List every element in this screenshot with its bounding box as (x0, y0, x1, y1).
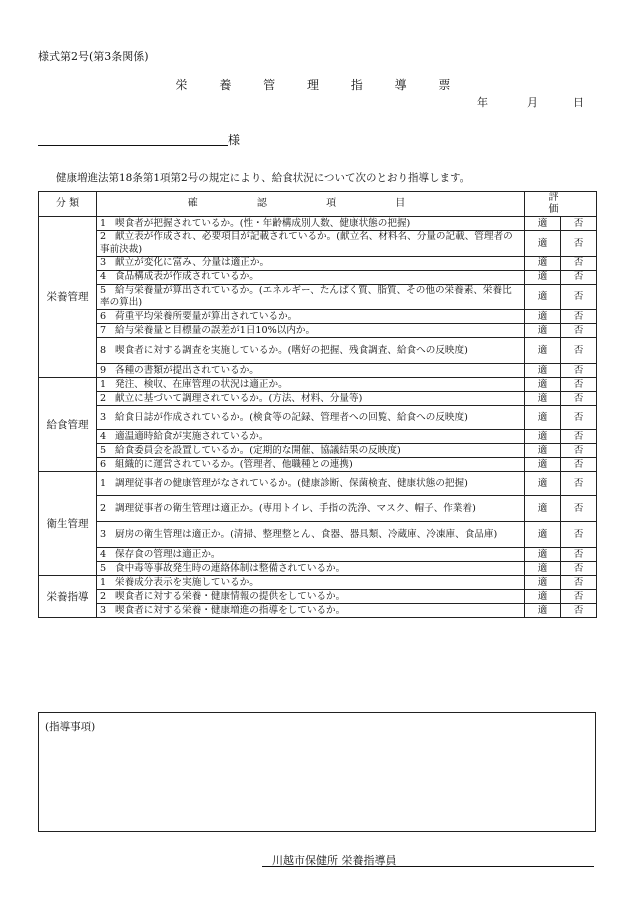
table-header-row (39, 192, 597, 217)
eval-appropriate[interactable]: 適 (525, 378, 561, 392)
eval-appropriate[interactable]: 適 (525, 576, 561, 590)
table-row (39, 310, 597, 324)
check-item (97, 217, 525, 231)
eval-appropriate[interactable]: 適 (525, 364, 561, 378)
item-text: 厨房の衛生管理は適正か。(清掃、整理整とん、食器、器具類、冷蔵庫、冷凍庫、食品庫) (115, 528, 498, 540)
item-text: 喫食者が把握されているか。(性・年齢構成別人数、健康状態の把握) (115, 217, 411, 229)
item-text: 保存食の管理は適正か。 (115, 548, 221, 560)
table-row (39, 604, 597, 618)
eval-inappropriate[interactable]: 否 (561, 256, 597, 270)
eval-appropriate[interactable]: 適 (525, 548, 561, 562)
item-number: 2 (100, 502, 107, 514)
eval-appropriate[interactable]: 適 (525, 604, 561, 618)
eval-appropriate[interactable]: 適 (525, 590, 561, 604)
item-text: 給食日誌が作成されているか。(検食等の記録、管理者への回覧、給食への反映度) (115, 411, 468, 423)
check-item (97, 590, 525, 604)
check-item (97, 256, 525, 270)
date-day-label: 日 (573, 96, 584, 109)
notes-label: (指導事項) (45, 721, 96, 733)
eval-appropriate[interactable]: 適 (525, 430, 561, 444)
item-text: 喫食者に対する栄養・健康情報の提供をしているか。 (115, 590, 346, 602)
eval-inappropriate[interactable]: 否 (561, 590, 597, 604)
eval-appropriate[interactable]: 適 (525, 472, 561, 496)
check-item (97, 284, 525, 309)
item-text: 献立が変化に富み、分量は適正か。 (115, 257, 270, 269)
item-number: 2 (100, 231, 107, 243)
check-item (97, 270, 525, 284)
item-number: 5 (100, 284, 107, 296)
eval-inappropriate[interactable]: 否 (561, 472, 597, 496)
addressee-field[interactable] (38, 133, 228, 146)
table-row (39, 324, 597, 338)
addressee-suffix: 様 (228, 133, 241, 147)
eval-appropriate[interactable]: 適 (525, 256, 561, 270)
table-row (39, 284, 597, 309)
eval-appropriate[interactable]: 適 (525, 406, 561, 430)
eval-inappropriate[interactable]: 否 (561, 522, 597, 548)
item-number: 5 (100, 562, 107, 574)
form-number: 様式第2号(第3条関係) (38, 50, 149, 63)
table-row (39, 548, 597, 562)
table-row (39, 496, 597, 522)
eval-inappropriate[interactable]: 否 (561, 444, 597, 458)
header-evaluation: 評 価 (525, 192, 597, 217)
table-row (39, 562, 597, 576)
item-number: 1 (100, 378, 107, 390)
check-item (97, 604, 525, 618)
table-row (39, 392, 597, 406)
item-number: 1 (100, 576, 107, 588)
check-item (97, 406, 525, 430)
date-year-label: 年 (477, 96, 488, 109)
eval-inappropriate[interactable]: 否 (561, 496, 597, 522)
item-number: 4 (100, 430, 107, 442)
intro-text: 健康増進法第18条第1項第2号の規定により、給食状況について次のとおり指導します。 (56, 172, 471, 184)
eval-inappropriate[interactable]: 否 (561, 562, 597, 576)
item-text: 給食委員会を設置しているか。(定期的な開催、協議結果の反映度) (115, 444, 401, 456)
eval-inappropriate[interactable]: 否 (561, 392, 597, 406)
table-row (39, 256, 597, 270)
eval-appropriate[interactable]: 適 (525, 310, 561, 324)
header-item: 確 認 項 目 (97, 192, 525, 217)
item-number: 4 (100, 548, 107, 560)
eval-inappropriate[interactable]: 否 (561, 406, 597, 430)
eval-appropriate[interactable]: 適 (525, 496, 561, 522)
eval-appropriate[interactable]: 適 (525, 338, 561, 364)
eval-inappropriate[interactable]: 否 (561, 378, 597, 392)
table-row (39, 430, 597, 444)
date-month-label: 月 (527, 96, 538, 109)
signature: 川越市保健所 栄養指導員 (272, 854, 397, 867)
eval-inappropriate[interactable]: 否 (561, 430, 597, 444)
eval-inappropriate[interactable]: 否 (561, 604, 597, 618)
item-number: 3 (100, 411, 107, 423)
check-item (97, 310, 525, 324)
item-number: 5 (100, 444, 107, 456)
table-body (39, 217, 597, 618)
eval-inappropriate[interactable]: 否 (561, 217, 597, 231)
eval-appropriate[interactable]: 適 (525, 522, 561, 548)
category-label: 衛生管理 (39, 472, 97, 576)
signature-line (262, 866, 594, 867)
category-label: 給食管理 (39, 378, 97, 472)
eval-appropriate[interactable]: 適 (525, 562, 561, 576)
item-number: 6 (100, 458, 107, 470)
eval-inappropriate[interactable]: 否 (561, 576, 597, 590)
check-item (97, 378, 525, 392)
eval-inappropriate[interactable]: 否 (561, 458, 597, 472)
table-row (39, 364, 597, 378)
item-text: 献立に基づいて調理されているか。(方法、材料、分量等) (115, 392, 363, 404)
item-text: 食品構成表が作成されているか。 (115, 271, 259, 283)
check-item (97, 392, 525, 406)
check-item (97, 522, 525, 548)
table-row (39, 472, 597, 496)
check-item (97, 444, 525, 458)
eval-appropriate[interactable]: 適 (525, 231, 561, 256)
table-row (39, 576, 597, 590)
eval-inappropriate[interactable]: 否 (561, 231, 597, 256)
category-label: 栄養管理 (39, 217, 97, 378)
table-row (39, 217, 597, 231)
table-row (39, 590, 597, 604)
item-number: 2 (100, 392, 107, 404)
item-number: 9 (100, 364, 107, 376)
eval-appropriate[interactable]: 適 (525, 270, 561, 284)
item-number: 2 (100, 590, 107, 602)
item-number: 4 (100, 271, 107, 283)
eval-inappropriate[interactable]: 否 (561, 364, 597, 378)
eval-appropriate[interactable]: 適 (525, 324, 561, 338)
check-item (97, 496, 525, 522)
table-row (39, 270, 597, 284)
item-text: 喫食者に対する栄養・健康増進の指導をしているか。 (115, 604, 346, 616)
eval-inappropriate[interactable]: 否 (561, 548, 597, 562)
eval-appropriate[interactable]: 適 (525, 444, 561, 458)
item-text: 調理従事者の健康管理がなされているか。(健康診断、保菌検査、健康状態の把握) (115, 477, 468, 489)
eval-inappropriate[interactable]: 否 (561, 310, 597, 324)
item-text: 荷重平均栄養所要量が算出されているか。 (115, 310, 298, 322)
eval-appropriate[interactable]: 適 (525, 458, 561, 472)
item-number: 1 (100, 477, 107, 489)
item-text: 調理従事者の衛生管理は適正か。(専用トイレ、手指の洗浄、マスク、帽子、作業着) (115, 502, 476, 514)
check-item (97, 548, 525, 562)
item-text: 給与栄養量と目標量の誤差が1日10%以内か。 (115, 324, 316, 336)
eval-appropriate[interactable]: 適 (525, 392, 561, 406)
item-number: 3 (100, 528, 107, 540)
guidance-table (38, 191, 597, 618)
check-item (97, 472, 525, 496)
check-item (97, 458, 525, 472)
header-category: 分 類 (39, 192, 97, 217)
table-row (39, 231, 597, 256)
item-text: 発注、検収、在庫管理の状況は適正か。 (115, 378, 288, 390)
check-item (97, 576, 525, 590)
notes-box[interactable] (38, 712, 596, 832)
item-number: 7 (100, 324, 107, 336)
eval-inappropriate[interactable]: 否 (561, 284, 597, 309)
page-title: 栄 養 管 理 指 導 票 (175, 78, 465, 92)
eval-inappropriate[interactable]: 否 (561, 324, 597, 338)
eval-appropriate[interactable]: 適 (525, 284, 561, 309)
table-row (39, 338, 597, 364)
table-row (39, 444, 597, 458)
check-item (97, 562, 525, 576)
table-row (39, 522, 597, 548)
check-item (97, 231, 525, 256)
item-text: 適温適時給食が実施されているか。 (115, 430, 269, 442)
table-row (39, 378, 597, 392)
table-row (39, 406, 597, 430)
check-item (97, 324, 525, 338)
item-text: 献立表が作成され、必要項目が記載されているか。(献立名、材料名、分量の記載、管理者の事前決裁) (100, 231, 513, 255)
check-item (97, 364, 525, 378)
item-number: 8 (100, 344, 107, 356)
item-text: 食中毒等事故発生時の連絡体制は整備されているか。 (115, 562, 346, 574)
category-label: 栄養指導 (39, 576, 97, 618)
item-number: 3 (100, 257, 107, 269)
item-number: 1 (100, 217, 107, 229)
check-item (97, 430, 525, 444)
eval-inappropriate[interactable]: 否 (561, 270, 597, 284)
eval-appropriate[interactable]: 適 (525, 217, 561, 231)
item-text: 給与栄養量が算出されているか。(エネルギー、たんぱく質、脂質、その他の栄養素、栄養比率の算出) (100, 284, 512, 309)
item-text: 各種の書類が提出されているか。 (115, 364, 259, 376)
table-row (39, 458, 597, 472)
item-number: 6 (100, 310, 107, 322)
item-text: 喫食者に対する調査を実施しているか。(嗜好の把握、残食調査、給食への反映度) (115, 344, 468, 356)
eval-inappropriate[interactable]: 否 (561, 338, 597, 364)
item-text: 栄養成分表示を実施しているか。 (115, 576, 259, 588)
item-text: 組織的に運営されているか。(管理者、他職種との連携) (115, 458, 353, 470)
item-number: 3 (100, 604, 107, 616)
check-item (97, 338, 525, 364)
